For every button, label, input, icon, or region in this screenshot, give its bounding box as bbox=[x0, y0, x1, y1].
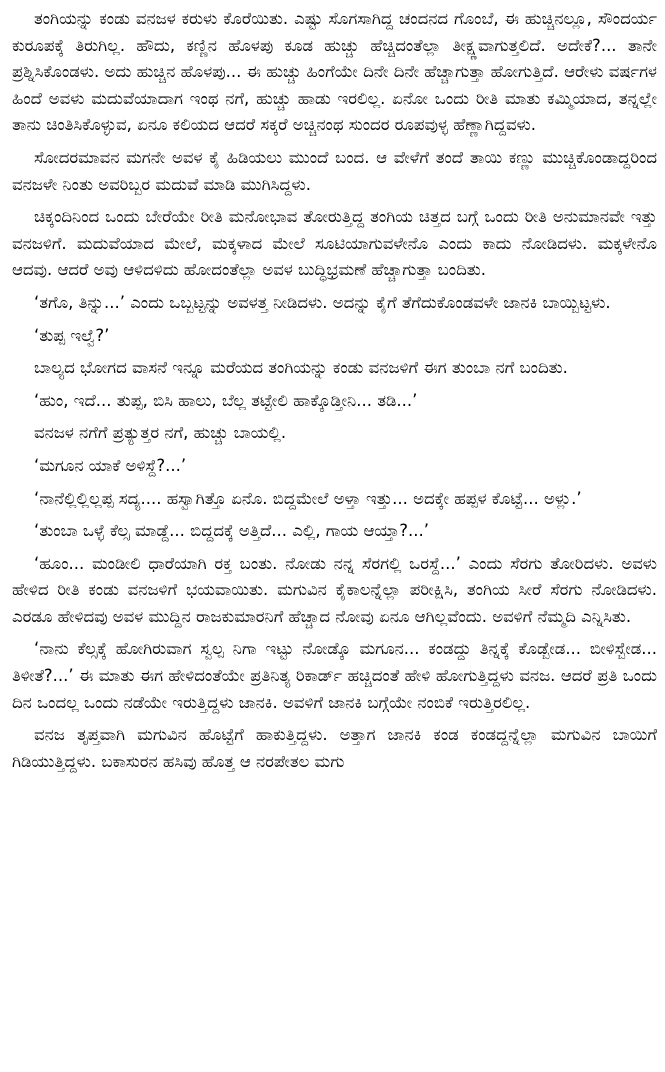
paragraph-11: ‘ತುಂಬಾ ಒಳ್ಳೆ ಕೆಲ್ಸ ಮಾಡ್ದೆ... ಬಿದ್ದದಕ್ಕೆ ಅತ್ತಿದೆ... ಎಲ್ಲಿ, ಗಾಯ ಆಯ್ತಾ?...’ bbox=[34, 521, 429, 541]
paragraph-1: ತಂಗಿಯನ್ನು ಕಂಡು ವನಜಳ ಕರುಳು ಕೊರೆಯಿತು. ಎಷ್ಟು ಸೊಗಸಾಗಿದ್ದ ಚಂದನದ ಗೊಂಬೆ, ಈ ಹುಚ್ಚಿನಲ್ಲೂ, ಸೌಂದರ್ಯ ಕುರೂಪಕ್ಕೆ ತಿರುಗಿಲ್ಲ. ಹೌದು, ಕಣ್ಣಿನ ಹೊಳಪು ಕೂಡ ಹುಚ್ಚು ಹೆಚ್ಚಿದಂತೆಲ್ಲಾ ತೀಕ್ಷ್ಣವಾಗುತ್ತಲಿದೆ. ಅದೇಕೆ?... ತಾನೇ ಪ್ರಶ್ನಿಸಿಕೊಂಡಳು. ಅದು ಹುಚ್ಚಿನ ಹೊಳಪು... ಈ ಹುಚ್ಚು ಹಿಂಗೆಯೇ ದಿನೇ ದಿನೇ ಹೆಚ್ಚಾಗುತ್ತಾ ಹೋಗುತ್ತಿದೆ. ಆರೇಳು ವರ್ಷಗಳ ಹಿಂದೆ ಅವಳು ಮದುವೆಯಾದಾಗ ಇಂಥ ನಗೆ, ಹುಚ್ಚು ಹಾಡು ಇರಲಿಲ್ಲ. ಏನೋ ಒಂದು ರೀತಿ ಮಾತು ಕಮ್ಮಿಯಾದ, ತನ್ನಲ್ಲೇ ತಾನು ಚಿಂತಿಸಿಕೊಳ್ಳುವ, ಏನೂ ಕಲಿಯದ ಆದರೆ ಸಕ್ಕರೆ ಅಚ್ಚಿನಂಥ ಸುಂದರ ರೂಪವುಳ್ಳ ಹೆಣ್ಣಾಗಿದ್ದವಳು. bbox=[12, 9, 657, 135]
paragraph-7: ‘ಹುಂ, ಇದೆ... ತುಪ್ಪ, ಬಿಸಿ ಹಾಲು, ಬೆಲ್ಲ ತಟ್ಟೇಲಿ ಹಾಕ್ಕೊಡ್ತೀನಿ... ತಡಿ...’ bbox=[34, 390, 418, 410]
paragraph-6: ಬಾಲ್ಯದ ಭೋಗದ ವಾಸನೆ ಇನ್ನೂ ಮರೆಯದ ತಂಗಿಯನ್ನು ಕಂಡು ವನಜಳಿಗೆ ಈಗ ತುಂಬಾ ನಗೆ ಬಂದಿತು. bbox=[34, 358, 568, 378]
paragraph-4: ‘ತಗೊ, ತಿನ್ನು...’ ಎಂದು ಒಬ್ಬಟ್ಟನ್ನು ಅವಳತ್ತ ನೀಡಿದಳು. ಅದನ್ನು ಕೈಗೆ ತೆಗೆದುಕೊಂಡವಳೇ ಜಾನಕಿ ಬಾಯ್ಬಿಟ್ಟಳು. bbox=[34, 292, 611, 312]
paragraph-14: ವನಜ ತೃಪ್ತವಾಗಿ ಮಗುವಿನ ಹೊಟ್ಟೆಗೆ ಹಾಕುತ್ತಿದ್ದಳು. ಅತ್ತಾಗ ಜಾನಕಿ ಕಂಡ ಕಂಡದ್ದನ್ನೆಲ್ಲಾ ಮಗುವಿನ ಬಾಯಿಗೆ ಗಿಡಿಯುತ್ತಿದ್ದಳು. ಬಕಾಸುರನ ಹಸಿವು ಹೊತ್ತ ಆ ನರಪೇತಲ ಮಗು bbox=[12, 725, 657, 771]
paragraph-2: ಸೋದರಮಾವನ ಮಗನೇ ಅವಳ ಕೈ ಹಿಡಿಯಲು ಮುಂದೆ ಬಂದ. ಆ ವೇಳೆಗೆ ತಂದೆ ತಾಯಿ ಕಣ್ಣು ಮುಚ್ಚಿಕೊಂಡಾದ್ದರಿಂದ ವನಜಳೇ ನಿಂತು ಅವರಿಬ್ಬರ ಮದುವೆ ಮಾಡಿ ಮುಗಿಸಿದ್ದಳು. bbox=[12, 147, 657, 194]
paragraph-10: ‘ನಾನೆಲ್ಲಿಲ್ಲಿಲ್ಲಪ್ಪ ಸದ್ಯ.... ಹಸ್ವಾಗಿತ್ತೊ ಏನೊ. ಬಿದ್ದಮೇಲೆ ಅಳ್ತಾ ಇತ್ತು... ಅದಕ್ಕೇ ಹಪ್ಪಳ ಕೊಟ್ಟೆ... ಅಳ್ಲು.’ bbox=[34, 488, 582, 508]
paragraph-12: ‘ಹೂಂ... ಮಂಡೀಲಿ ಧಾರೆಯಾಗಿ ರಕ್ತ ಬಂತು. ನೋಡು ನನ್ನ ಸೆರಗಲ್ಲಿ ಒರಸ್ದೆ...’ ಎಂದು ಸೆರಗು ತೋರಿದಳು. ಅವಳು ಹೇಳಿದ ರೀತಿ ಕಂಡು ವನಜಳಿಗೆ ಭಯವಾಯಿತು. ಮಗುವಿನ ಕೈಕಾಲನ್ನೆಲ್ಲಾ ಪರೀಕ್ಷಿಸಿ, ತಂಗಿಯ ಸೀರೆ ಸೆರಗು ನೋಡಿದಳು. ಎರಡೂ ಹೇಳಿದವು ಅವಳ ಮುದ್ದಿನ ರಾಜಕುಮಾರನಿಗೆ ಹೆಚ್ಚಾದ ನೋವು ಏನೂ ಆಗಿಲ್ಲವೆಂದು. ಅವಳಿಗೆ ನೆಮ್ಮದಿ ಎನ್ನಿಸಿತು. bbox=[12, 553, 657, 626]
paragraph-9: ‘ಮಗೂನ ಯಾಕೆ ಅಳಿಸ್ದೆ?...’ bbox=[34, 455, 187, 475]
paragraph-3: ಚಿಕ್ಕಂದಿನಿಂದ ಒಂದು ಬೇರೆಯೇ ರೀತಿ ಮನೋಭಾವ ತೋರುತ್ತಿದ್ದ ತಂಗಿಯ ಚಿತ್ತದ ಬಗ್ಗೆ ಒಂದು ರೀತಿ ಅನುಮಾನವೇ ಇತ್ತು ವನಜಳಿಗೆ. ಮದುವೆಯಾದ ಮೇಲೆ, ಮಕ್ಕಳಾದ ಮೇಲೆ ಸೂಟಿಯಾಗುವಳೇನೊ ಎಂದು ಕಾದು ನೋಡಿದಳು. ಮಕ್ಕಳೇನೊ ಆದವು. ಆದರೆ ಅವು ಆಳಿದಳಿದು ಹೋದಂತೆಲ್ಲಾ ಅವಳ ಬುದ್ಧಿಭ್ರಮಣೆ ಹೆಚ್ಚಾಗುತ್ತಾ ಬಂದಿತು. bbox=[12, 207, 657, 280]
paragraph-8: ವನಜಳ ನಗೆಗೆ ಪ್ರತ್ಯುತ್ತರ ನಗೆ, ಹುಚ್ಚು ಬಾಯಲ್ಲಿ. bbox=[34, 423, 287, 443]
paragraph-13: ‘ನಾನು ಕೆಲ್ಸಕ್ಕೆ ಹೋಗಿರುವಾಗ ಸ್ವಲ್ಪ ನಿಗಾ ಇಟ್ಟು ನೋಡ್ಕೊ ಮಗೂನ... ಕಂಡದ್ದು ತಿನ್ನಕ್ಕೆ ಕೊಡ್ಬೇಡ... ಬೀಳಿಸ್ಬೇಡ... ತಿಳೀತೆ?...’ ಈ ಮಾತು ಈಗ ಹೇಳಿದಂತೆಯೇ ಪ್ರತಿನಿತ್ಯ ರಿಕಾರ್ಡ್ ಹಚ್ಚಿದಂತೆ ಹೇಳಿ ಹೋಗುತ್ತಿದ್ದಳು ವನಜ. ಆದರೆ ಪ್ರತಿ ಒಂದು ದಿನ ಒಂದಲ್ಲ ಒಂದು ನಡೆಯೇ ಇರುತ್ತಿದ್ದಳು ಜಾನಕಿ. ಅವಳಿಗೆ ಜಾನಕಿ ಬಗ್ಗೆಯೇ ನಂಬಿಕೆ ಇರುತ್ತಿರಲಿಲ್ಲ. bbox=[12, 639, 657, 712]
paragraph-5: ‘ತುಪ್ಪ ಇಲ್ವೆ?’ bbox=[34, 325, 110, 345]
